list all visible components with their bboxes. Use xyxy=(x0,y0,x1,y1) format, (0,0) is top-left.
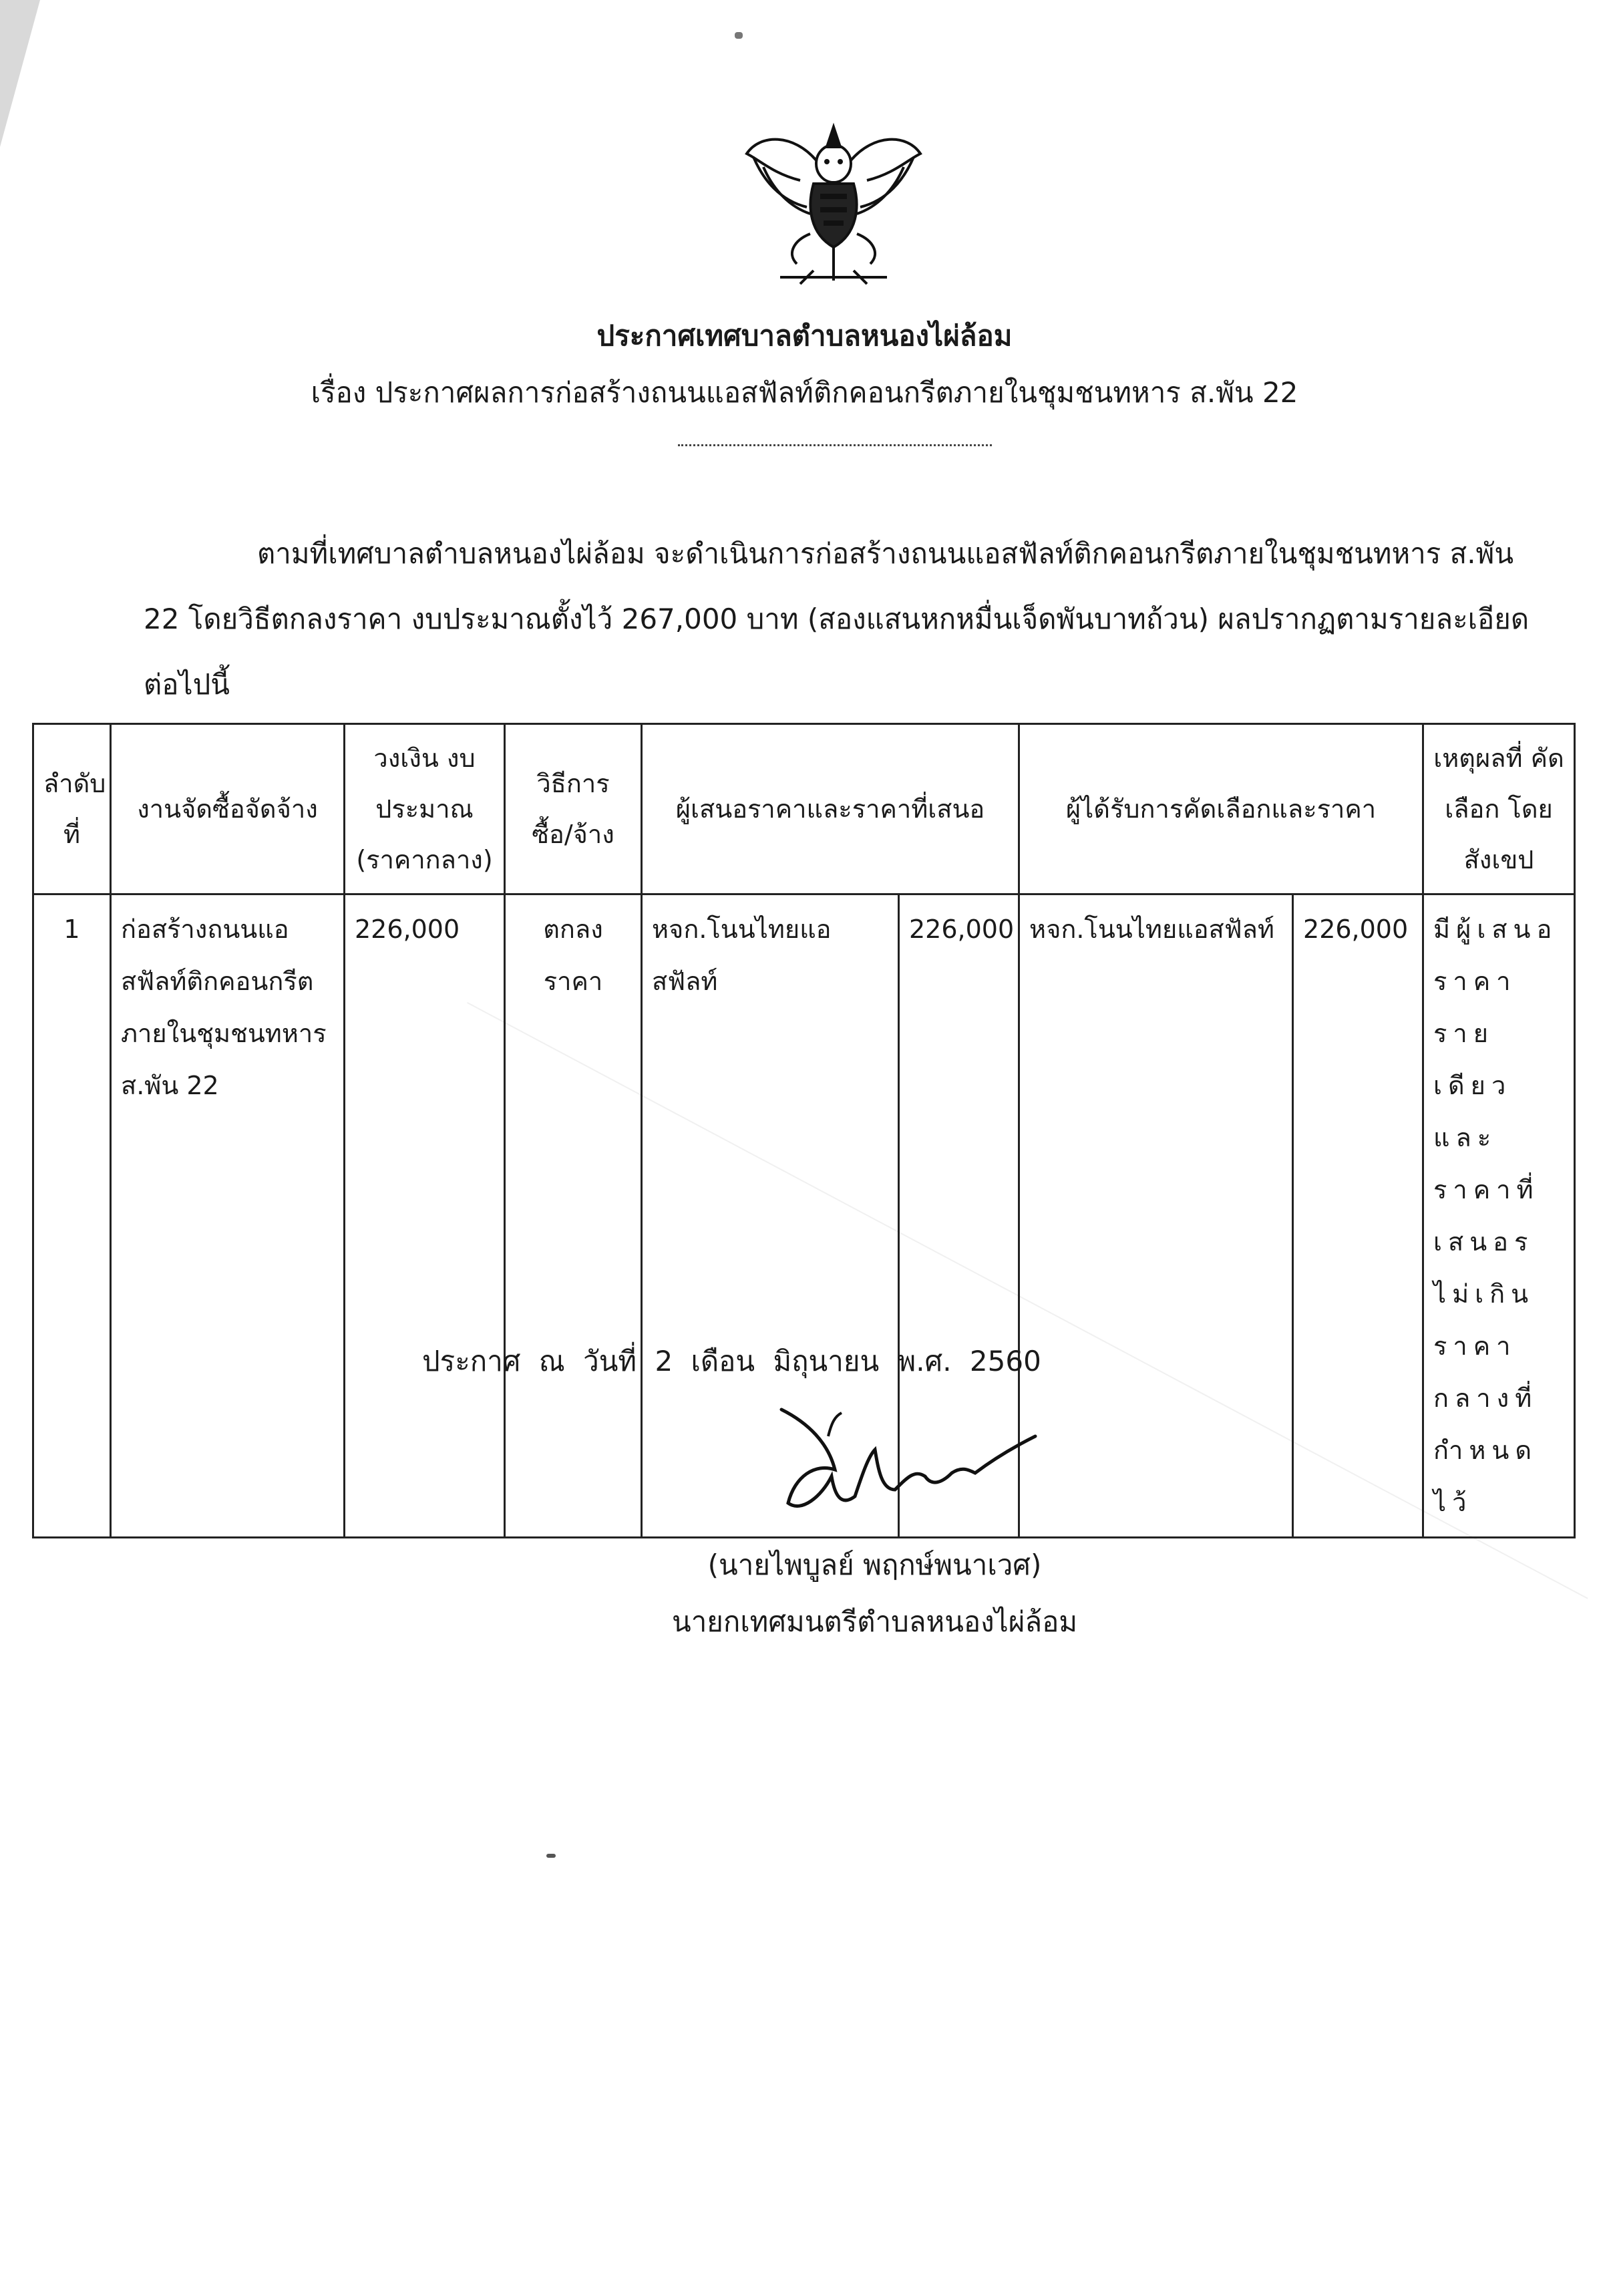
body-text: ตามที่เทศบาลตำบลหนองไผ่ล้อม จะดำเนินการก่อสร้างถนนแอสฟัลท์ติกคอนกรีตภายในชุมชนทหาร ส.พัน 22 โดยวิธีตกลงราคา งบประมาณตั้งไว้ 267,000 บาท (สองแสนหกหมื่นเจ็ดพันบาทถ้วน) ผลปรากฏตามรายละเอียดต่อไปนี้ xyxy=(144,537,1530,701)
garuda-emblem-icon xyxy=(733,120,934,294)
announcement-body xyxy=(144,521,1530,717)
header-no: ลำดับที่ xyxy=(33,724,111,894)
signer-name: (นายไพบูลย์ พฤกษ์พนาเวศ) xyxy=(707,1548,1042,1581)
header-reason: เหตุผลที่ คัดเลือก โดยสังเขป xyxy=(1423,724,1575,894)
announce-date: ประกาศ ณ วันที่ 2 เดือน มิถุนายน พ.ศ. 2560 xyxy=(422,1345,1041,1377)
row-bidder-name: หจก.โนนไทยแอสฟัลท์ xyxy=(642,894,899,1538)
paper-speck xyxy=(546,1854,556,1858)
header-budget: วงเงิน งบประมาณ (ราคากลาง) xyxy=(345,724,505,894)
row-budget: 226,000 xyxy=(345,894,505,1538)
header-work: งานจัดซื้อจัดจ้าง xyxy=(111,724,345,894)
header-selected: ผู้ได้รับการคัดเลือกและราคา xyxy=(1019,724,1423,894)
header-bidders: ผู้เสนอราคาและราคาที่เสนอ xyxy=(642,724,1019,894)
row-method: ตกลง ราคา xyxy=(505,894,642,1538)
dotted-divider xyxy=(678,444,992,446)
row-work: ก่อสร้างถนนแอสฟัลท์ติกคอนกรีตภายในชุมชนทหาร ส.พัน 22 xyxy=(111,894,345,1538)
announcement-subject: เรื่อง ประกาศผลการก่อสร้างถนนแอสฟัลท์ติกคอนกรีตภายในชุมชนทหาร ส.พัน 22 xyxy=(311,376,1298,409)
table-header-row xyxy=(33,724,1575,894)
signer-position: นายกเทศมนตรีตำบลหนองไผ่ล้อม xyxy=(671,1605,1078,1638)
announcement-title: ประกาศเทศบาลตำบลหนองไผ่ล้อม xyxy=(596,319,1013,352)
row-reason: มีผู้เสนอราคารายเดียวและราคาที่เสนอรไม่เกินราคากลางที่กำหนดไว้ xyxy=(1423,894,1575,1538)
paper-speck xyxy=(735,32,743,39)
row-bidder-price: 226,000 xyxy=(899,894,1019,1538)
header-method: วิธีการ ซื้อ/จ้าง xyxy=(505,724,642,894)
signature-image xyxy=(768,1396,1055,1536)
row-no: 1 xyxy=(33,894,111,1538)
folded-corner xyxy=(0,0,40,147)
row-selected-price: 226,000 xyxy=(1293,894,1423,1538)
row-selected-name: หจก.โนนไทยแอสฟัลท์ xyxy=(1019,894,1293,1538)
